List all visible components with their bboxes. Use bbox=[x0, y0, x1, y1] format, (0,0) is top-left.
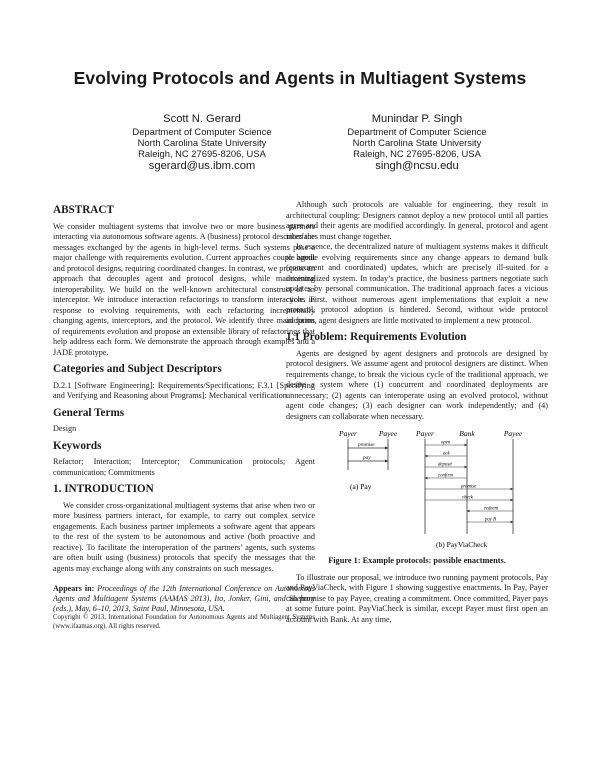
pay-caption: (a) Pay bbox=[350, 482, 372, 491]
author-univ: North Carolina State University bbox=[137, 137, 267, 148]
author-address: Raleigh, NC 27695-8206, USA bbox=[138, 148, 266, 159]
right-paragraph-1: Although such protocols are valuable for engineering, they result in architectural coupling: Designers cannot deploy a new protocol until all parties agree and their agents are modified accordingly. In general, protocol and agent interfaces must change together. bbox=[286, 200, 548, 241]
intro-paragraph: We consider cross-organizational multiagent systems that arise when two or more business partners interact, for example, to carry out complex service engagements. Each business partner implements a software agent that appears to the rest of the system to be autonomous and active (both proactive and reactive). To facilitate the interoperation of the partners’ agents, such systems are often built using (business) protocols that specify the messages that the agents may exchange along with any constraints on such messages. bbox=[53, 500, 315, 573]
check-msg-deposit: deposit bbox=[438, 462, 452, 468]
categories-heading: Categories and Subject Descriptors bbox=[53, 363, 222, 375]
author-dept: Department of Computer Science bbox=[347, 126, 487, 137]
intro-heading: 1. INTRODUCTION bbox=[53, 483, 154, 495]
subsection-heading: 1.1 Problem: Requirements Evolution bbox=[286, 331, 467, 343]
check-msg-payb: pay B bbox=[485, 517, 497, 523]
author-dept: Department of Computer Science bbox=[132, 126, 272, 137]
author-block-2 bbox=[287, 112, 547, 174]
categories-text: D.2.1 [Software Engineering]: Requirements/Specifications; F.3.1 [Specifying and Verifying and Reasoning about Programs]: Mechanical verification bbox=[53, 380, 315, 400]
check-msg-ack: ack bbox=[443, 451, 450, 457]
check-caption: (b) PayViaCheck bbox=[436, 540, 488, 549]
check-msg-redeem: redeem bbox=[484, 506, 498, 512]
pay-role-payee: Payee bbox=[378, 429, 398, 438]
author-email: singh@ncsu.edu bbox=[375, 160, 459, 172]
general-terms-heading: General Terms bbox=[53, 406, 125, 419]
author-email: sgerard@us.ibm.com bbox=[148, 160, 256, 172]
abstract-heading: ABSTRACT bbox=[53, 204, 114, 216]
pay-msg-pay: pay bbox=[363, 455, 371, 461]
right-paragraph-2: In essence, the decentralized nature of multiagent systems makes it difficult to handle evolving requirements since any change appears to demand bulk (concurrent and coordinated) updates, which are precisely ill-suited for a decentralized system. In today’s practice, the business partners negotiate such updates by personal communication. The traditional approach faces a vicious cycle. First, without numerous agent implementations that exploit a new protocol, protocol adoption is hindered. Second, without wide protocol adoption, agent designers are little motivated to implement a new protocol. bbox=[286, 242, 548, 325]
author-name: Scott N. Gerard bbox=[163, 113, 241, 125]
copyright-note: Copyright © 2013, International Foundation for Autonomous Agents and Multiagent Systems (www.ifaamas.org). All rights reserved. bbox=[53, 614, 315, 630]
check-role-payee: Payee bbox=[503, 429, 523, 438]
author-address: Raleigh, NC 27695-8206, USA bbox=[353, 148, 481, 159]
author-name: Munindar P. Singh bbox=[371, 113, 463, 125]
right-paragraph-3: Agents are designed by agent designers and protocols are designed by protocol designers. We assume agent and protocol designers are distinct. When requirements change, to break the vicious cycle of the traditional approach, we desire a system where (1) concurrent and coordinated deployments are unnecessary; (2) agents can interoperate using an evolved protocol, without agent code changes; (3) each designer can work independently; and (4) designers can collaborate when necessary. bbox=[286, 348, 548, 421]
appears-in-note bbox=[53, 584, 315, 614]
right-column bbox=[286, 200, 548, 625]
left-column bbox=[53, 200, 315, 631]
author-univ: North Carolina State University bbox=[352, 137, 482, 148]
abstract-text: We consider multiagent systems that involve two or more business partners interacting via autonomous software agents. A (business) protocol describes the messages exchanged by the agents in high-level terms. Such systems pose a major challenge with requirements evolution. Current approaches couple agent and protocol designs, requiring coordinated changes. In contrast, we propose an approach that decouples agent and protocol designs, while maintaining interoperability. We build on the well-known architectural construct of an interceptor. We introduce interaction refactorings to transform interactions in response to evolving requirements, with each refactoring incrementally changing agents, interceptors, and the protocol. We identify three main forms of requirements evolution and propose an extensible library of refactorings that help address each form. We demonstrate the approach through examples and a JADE prototype. bbox=[53, 221, 315, 357]
sequence-diagrams bbox=[286, 428, 548, 550]
pay-role-payer: Payer bbox=[339, 429, 357, 438]
general-terms-text: Design bbox=[53, 424, 77, 433]
figure-caption: Figure 1: Example protocols: possible enactments. bbox=[328, 556, 506, 565]
check-role-payer: Payer bbox=[416, 429, 434, 438]
appears-text: Proceedings of the 12th International Conference on Autonomous Agents and Multiagent Systems (AAMAS 2013), Ito, Jonker, Gini, and Shehory (eds.), May, 6–10, 2013, Saint Paul, Minnesota, USA. bbox=[53, 584, 316, 613]
keywords-text: Refactor; Interaction; Interceptor; Communication protocols; Agent communication; Commitments bbox=[53, 457, 315, 477]
pay-msg-promise: promise bbox=[358, 442, 375, 448]
right-paragraph-4: To illustrate our proposal, we introduce two running payment protocols, Pay and PayViaCheck, with Figure 1 showing suggestive enactments. In Pay, Payer can promise to pay Payee, creating a commitment. Once committed, Payer pays at some future point. PayViaCheck is similar, except Payer must first open an account with Bank. At any time, bbox=[286, 572, 548, 624]
keywords-heading: Keywords bbox=[53, 439, 102, 452]
check-msg-confirm: confirm bbox=[438, 473, 453, 479]
check-msg-check: check bbox=[462, 495, 473, 501]
check-role-bank: Bank bbox=[459, 429, 475, 438]
appears-label: Appears in: bbox=[53, 584, 95, 593]
check-msg-open: open bbox=[441, 440, 451, 446]
paper-title: Evolving Protocols and Agents in Multiagent Systems bbox=[73, 68, 527, 88]
check-msg-promise: promise bbox=[461, 484, 477, 490]
figure-1 bbox=[286, 428, 548, 550]
